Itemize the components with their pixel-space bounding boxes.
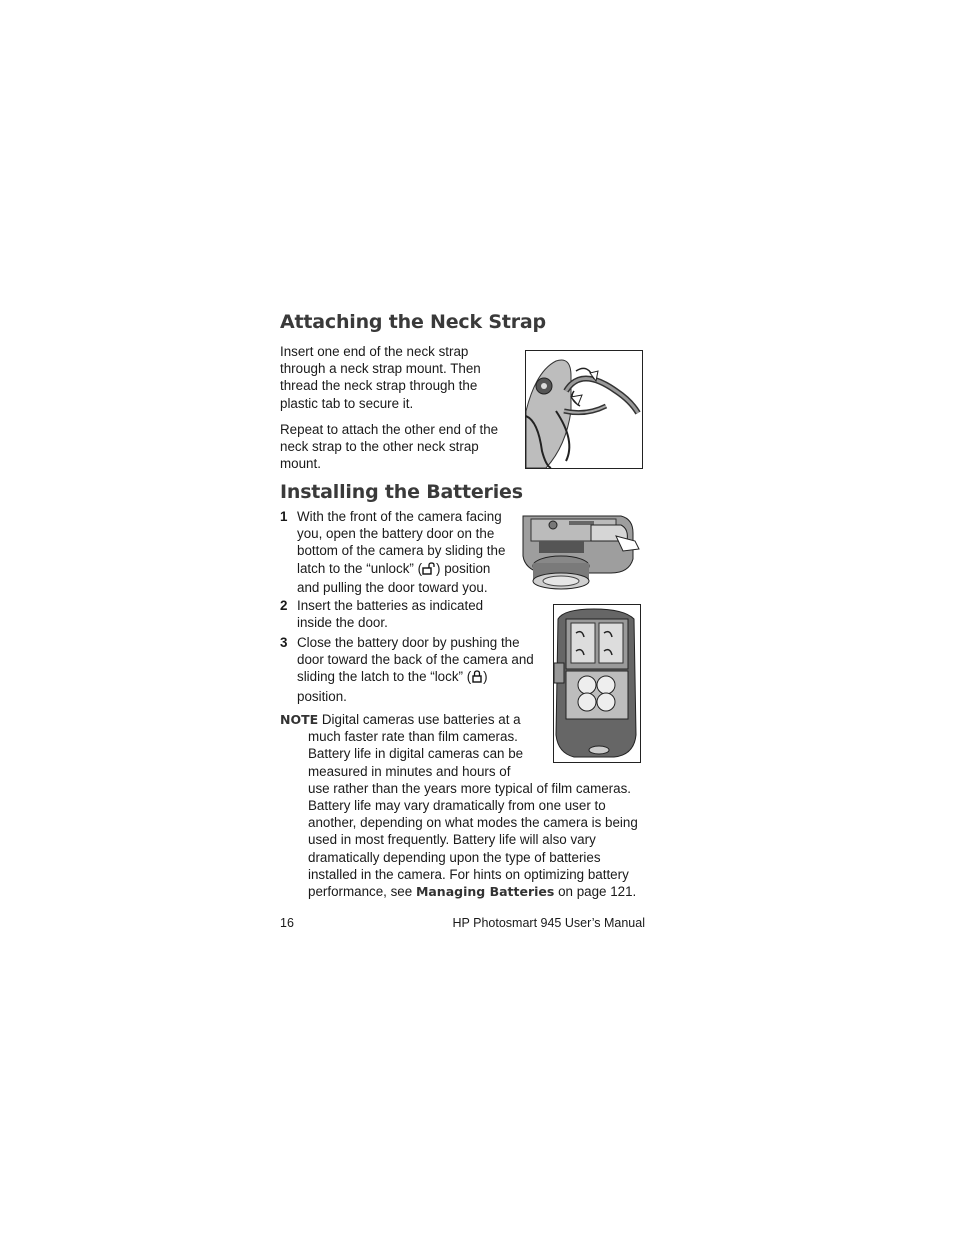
heading-batteries: Installing the Batteries xyxy=(280,481,523,503)
lock-icon xyxy=(471,670,483,687)
manual-title: HP Photosmart 945 User’s Manual xyxy=(452,916,645,930)
step-2-number: 2 xyxy=(280,598,288,613)
step-1-text: With the front of the camera facing you, open the battery door on the bottom of the camera by sliding the latch to the “unlock” ( ) position and pulling the door toward you. xyxy=(297,509,506,595)
heading-neck-strap: Attaching the Neck Strap xyxy=(280,311,546,333)
note-tail: on page 121. xyxy=(558,884,637,900)
managing-batteries-link[interactable]: Managing Batteries xyxy=(415,884,555,900)
step-3-text: Close the battery door by pushing the door toward the back of the camera and sliding the latch to the “lock” ( ) position. xyxy=(297,635,534,704)
unlock-icon xyxy=(422,562,436,579)
note-block xyxy=(280,711,644,900)
neck-strap-paragraph-1: Insert one end of the neck strap through a neck strap mount. Then thread the neck strap through the plastic tab to secure it. xyxy=(280,344,481,411)
step-1-number: 1 xyxy=(280,509,288,524)
step-3-number: 3 xyxy=(280,635,288,650)
note-text: Digital cameras use batteries at a much faster rate than film cameras. Battery life in digital cameras can be measured in minutes and hours of use rather than the years more typical of film cameras. Battery life may vary dramatically from one user to another, depending on what modes the camera is being used in most frequently. Battery life will also vary dramatically depending upon the type of batteries installed in the camera. For hints on optimizing battery performance, see xyxy=(308,712,638,900)
step-2-text: Insert the batteries as indicated inside the door. xyxy=(297,598,484,631)
neck-strap-illustration xyxy=(525,350,643,469)
neck-strap-paragraph-2: Repeat to attach the other end of the neck strap to the other neck strap mount. xyxy=(280,422,499,472)
page-number: 16 xyxy=(280,916,294,930)
battery-door-illustration xyxy=(521,511,641,591)
note-label: NOTE xyxy=(280,712,319,727)
